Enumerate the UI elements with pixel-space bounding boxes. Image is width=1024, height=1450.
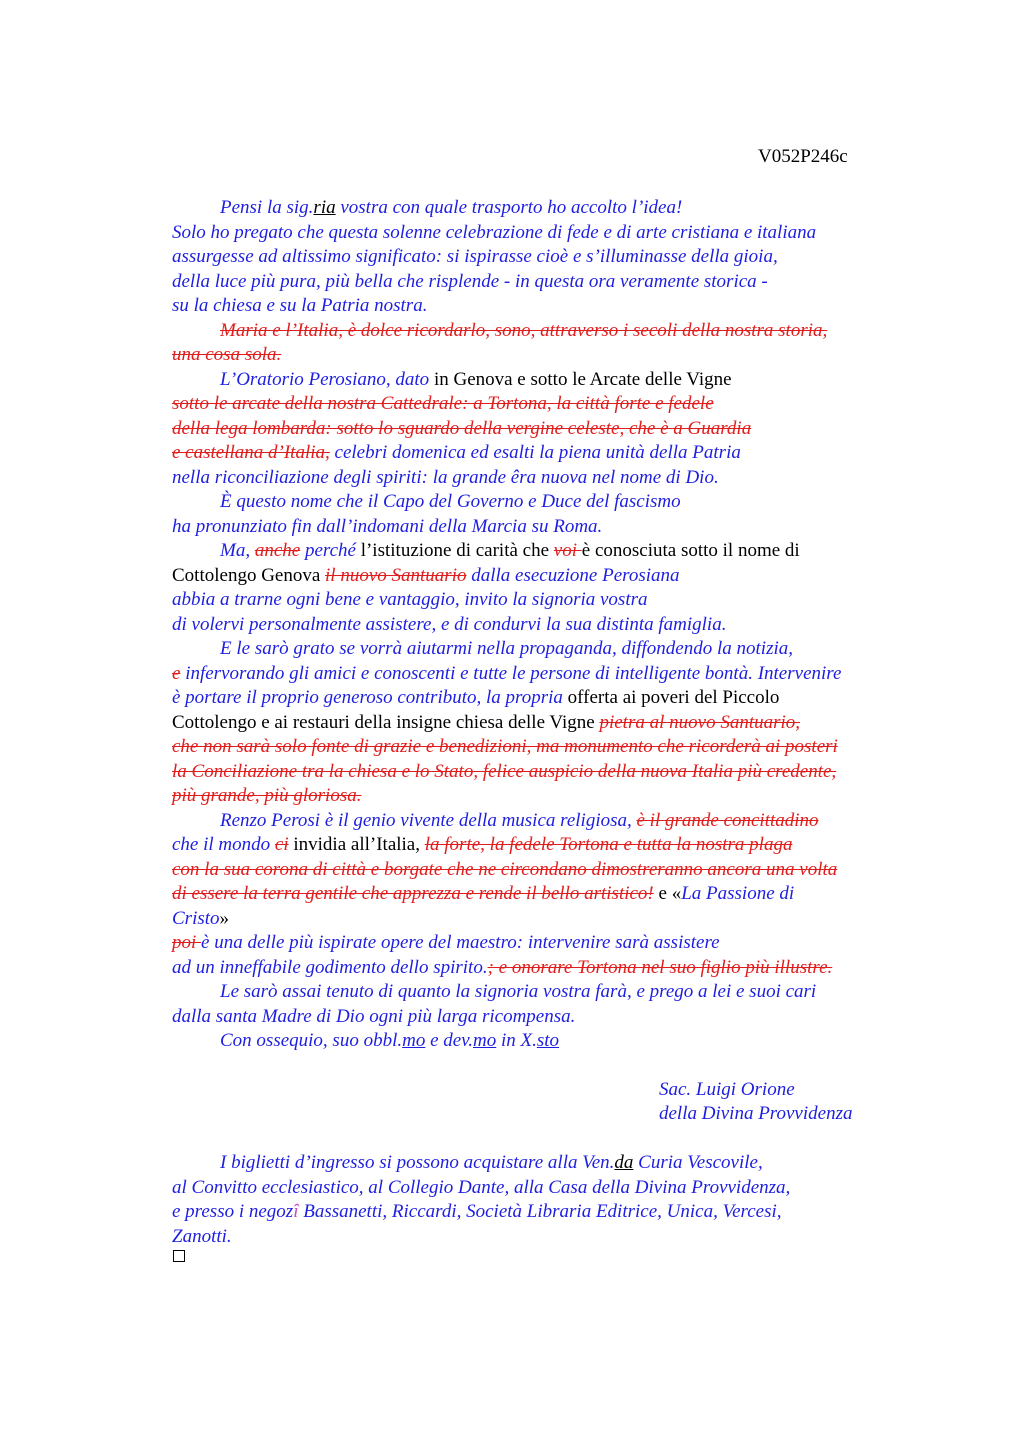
checkbox-square-icon <box>173 1250 185 1262</box>
text-line <box>172 564 680 589</box>
added-text: Bassanetti, Riccardi, Società Libraria Editrice, Unica, Vercesi, <box>298 1201 782 1222</box>
added-text: celebri domenica ed esalti la piena unità della Patria <box>329 442 741 463</box>
text-line <box>172 245 778 270</box>
original-text: Cottolengo e ai restauri della insigne chiesa delle Vigne <box>172 712 600 733</box>
abbrev-superscript: sto <box>536 1030 560 1051</box>
ticket-note-line <box>172 1176 790 1201</box>
text-line <box>220 980 816 1005</box>
added-text: che il mondo <box>172 834 275 855</box>
added-text: al Convitto ecclesiastico, al Collegio Dante, alla Casa della Divina Provvidenza, <box>172 1177 791 1198</box>
text-line <box>220 319 827 344</box>
deleted-text: la Conciliazione tra la chiesa e lo Stato, felice auspicio della nuova Italia più credente, <box>172 761 837 782</box>
added-text: Solo ho pregato che questa solenne celebrazione di fede e di arte cristiana e italiana <box>172 222 817 243</box>
deleted-text: sotto le arcate della nostra Cattedrale: a Tortona, la città forte e fedele <box>172 393 714 414</box>
text-line <box>172 294 427 319</box>
text-line <box>172 441 741 466</box>
text-line <box>220 637 793 662</box>
text-line <box>172 907 229 932</box>
text-line <box>172 221 816 246</box>
text-line <box>172 784 361 809</box>
added-text: vostra con quale trasporto ho accolto l’idea! <box>335 197 683 218</box>
text-line <box>172 466 719 491</box>
added-text: è una delle più ispirate opere del maestro: intervenire sarà assistere <box>201 932 720 953</box>
abbrev-superscript: ria <box>313 197 336 218</box>
signature-name <box>659 1078 795 1103</box>
added-text: su la chiesa e su la Patria nostra. <box>172 295 428 316</box>
added-text: Ma, <box>220 540 255 561</box>
text-line <box>172 833 792 858</box>
original-text: l’istituzione di carità che <box>360 540 554 561</box>
deleted-text: che non sarà solo fonte di grazie e benedizioni, ma monumento che ricorderà ai posteri <box>172 736 838 757</box>
added-text: Zanotti. <box>172 1226 232 1247</box>
deleted-text: della lega lombarda: sotto lo sguardo della vergine celeste, che è a Guardia <box>172 418 752 439</box>
added-text: infervorando gli amici e conoscenti e tutte le persone di intelligente bontà. Intervenire <box>180 663 842 684</box>
text-line <box>172 735 838 760</box>
deleted-text: Maria e l’Italia, è dolce ricordarlo, sono, attraverso i secoli della nostra storia, <box>220 320 828 341</box>
abbrev-superscript: mo <box>472 1030 497 1051</box>
added-text: È questo nome che il Capo del Governo e Duce del fascismo <box>220 491 681 512</box>
text-line <box>172 711 800 736</box>
text-line <box>172 343 281 368</box>
text-line <box>172 392 714 417</box>
added-text: dalla santa Madre di Dio ogni più larga ricompensa. <box>172 1006 576 1027</box>
text-line <box>220 809 819 834</box>
deleted-text: ; e onorare Tortona nel suo figlio più illustre. <box>487 957 833 978</box>
text-line <box>172 588 648 613</box>
text-line <box>220 490 681 515</box>
original-text: e « <box>653 883 682 904</box>
original-text: invidia all’Italia, <box>288 834 425 855</box>
added-text: è portare il proprio generoso contributo, la propria <box>172 687 568 708</box>
deleted-text: e castellana d’Italia, <box>172 442 330 463</box>
added-text: Renzo Perosi è il genio vivente della musica religiosa, <box>220 810 637 831</box>
text-line <box>172 956 832 981</box>
added-text: Cristo <box>172 908 220 929</box>
original-text: è conosciuta sotto il nome di <box>581 540 800 561</box>
deleted-text: più grande, più gloriosa. <box>172 785 362 806</box>
text-line <box>220 539 800 564</box>
added-text: della Divina Provvidenza <box>659 1103 853 1124</box>
text-line <box>172 882 794 907</box>
deleted-text: poi <box>172 932 202 953</box>
text-line <box>220 368 732 393</box>
deleted-text: con la sua corona di città e borgate che ne circondano dimostreranno ancora una volta <box>172 859 838 880</box>
text-line <box>172 686 779 711</box>
deleted-text: voi <box>553 540 582 561</box>
added-text: ad un inneffabile godimento dello spirito. <box>172 957 488 978</box>
added-text: nella riconciliazione degli spiriti: la grande êra nuova nel nome di Dio. <box>172 467 719 488</box>
added-text: I biglietti d’ingresso si possono acquistare alla Ven. <box>220 1152 615 1173</box>
added-text: della luce più pura, più bella che risplende - in questa ora veramente storica - <box>172 271 768 292</box>
text-line <box>172 515 602 540</box>
original-text: Cottolengo Genova <box>172 565 326 586</box>
abbrev-superscript: mo <box>402 1030 426 1051</box>
text-line <box>220 196 682 221</box>
deleted-text: pietra al nuovo Santuario, <box>599 712 801 733</box>
deleted-text: una cosa sola. <box>172 344 282 365</box>
added-text: assurgesse ad altissimo significato: si ispirasse cioè e s’illuminasse della gioia, <box>172 246 778 267</box>
abbrev-superscript: da <box>614 1152 634 1173</box>
deleted-text: ci <box>274 834 289 855</box>
text-line <box>172 613 726 638</box>
added-text: dalla esecuzione Perosiana <box>466 565 680 586</box>
text-line <box>172 1005 575 1030</box>
document-id: V052P246c <box>758 146 848 167</box>
text-line <box>172 760 836 785</box>
added-text: E le sarò grato se vorrà aiutarmi nella propaganda, diffondendo la notizia, <box>220 638 793 659</box>
added-text: Pensi la sig. <box>220 197 314 218</box>
text-line <box>172 931 720 956</box>
ticket-note-line <box>172 1200 782 1225</box>
added-text: di volervi personalmente assistere, e di condurvi la sua distinta famiglia. <box>172 614 727 635</box>
added-text: ha pronunziato fin dall’indomani della Marcia su Roma. <box>172 516 603 537</box>
deleted-text: la forte, la fedele Tortona e tutta la nostra plaga <box>424 834 793 855</box>
text-line <box>172 858 837 883</box>
ticket-note-line <box>220 1151 763 1176</box>
original-text: in Genova e sotto le Arcate delle Vigne <box>433 369 732 390</box>
added-text: in X. <box>496 1030 537 1051</box>
text-line <box>172 662 841 687</box>
signature-congregation <box>659 1102 852 1127</box>
added-text: Le sarò assai tenuto di quanto la signoria vostra farà, e prego a lei e suoi cari <box>220 981 817 1002</box>
added-text: e presso i negoz <box>172 1201 294 1222</box>
added-text: e dev. <box>425 1030 473 1051</box>
ticket-note-line <box>172 1225 232 1250</box>
deleted-text: anche <box>254 540 301 561</box>
deleted-text: di essere la terra gentile che apprezza e rende il bello artistico! <box>172 883 654 904</box>
text-line <box>172 270 768 295</box>
deleted-text: e <box>172 663 181 684</box>
deleted-text: il nuovo Santuario <box>325 565 467 586</box>
added-text: L’Oratorio Perosiano, dato <box>220 369 434 390</box>
added-text: Con ossequio, suo obbl. <box>220 1030 403 1051</box>
added-text: Sac. Luigi Orione <box>659 1079 795 1100</box>
added-text: abbia a trarne ogni bene e vantaggio, invito la signoria vostra <box>172 589 648 610</box>
original-text: » <box>219 908 230 929</box>
deleted-text: è il grande concittadino <box>636 810 819 831</box>
added-text: La Passione di <box>681 883 795 904</box>
original-text: offerta ai poveri del Piccolo <box>567 687 780 708</box>
closing-line <box>220 1029 559 1054</box>
text-line <box>172 417 751 442</box>
added-text: perché <box>300 540 361 561</box>
correction-mark: î <box>293 1201 299 1222</box>
added-text: Curia Vescovile, <box>633 1152 763 1173</box>
